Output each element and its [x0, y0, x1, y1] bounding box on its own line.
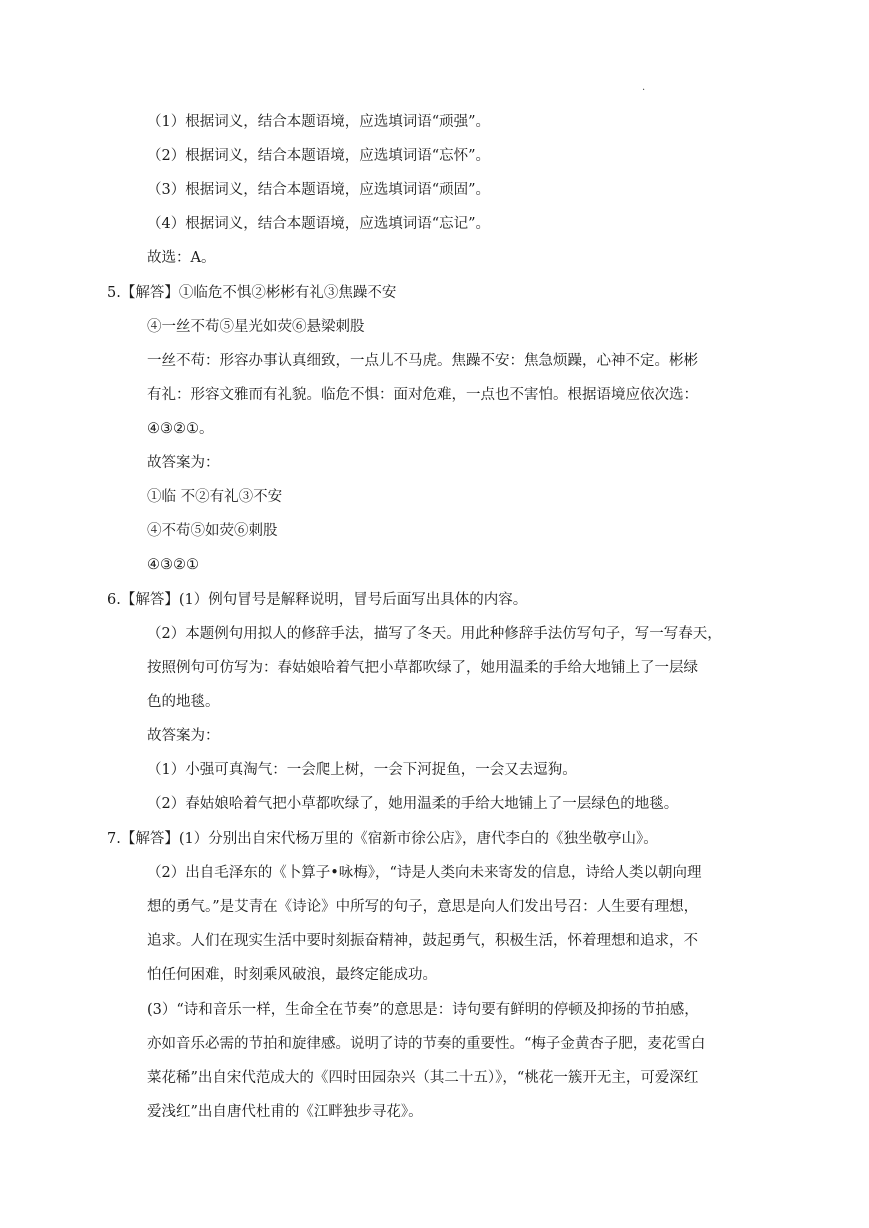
text-line: （2）春姑娘哈着气把小草都吹绿了，她用温柔的手给大地铺上了一层绿色的地毯。	[147, 796, 679, 812]
text-line: 故选：A。	[147, 250, 216, 266]
text-line: 故答案为：	[147, 455, 220, 471]
text-line: ④③②①	[147, 557, 199, 573]
text-line: 色的地毯。	[147, 694, 220, 710]
answer-7-heading: 7.【解答】(1）分别出自宋代杨万里的《宿新市徐公店》，唐代李白的《独坐敬亭山》。	[107, 831, 658, 847]
text-line: （2）本题例句用拟人的修辞手法，描写了冬天。用此种修辞手法仿写句子，写一写春天，	[147, 626, 722, 642]
answer-6-heading: 6.【解答】(1）例句冒号是解释说明，冒号后面写出具体的内容。	[107, 592, 528, 608]
text-line: （1）小强可真淘气：一会爬上树，一会下河捉鱼，一会又去逗狗。	[147, 762, 577, 778]
text-line: 菜花稀”出自宋代范成大的《四时田园杂兴（其二十五）》，“桃花一簇开无主，可爱深红	[147, 1070, 699, 1086]
corner-mark: .	[642, 82, 646, 93]
text-line: 亦如音乐必需的节拍和旋律感。说明了诗的节奏的重要性。“梅子金黄杏子肥，麦花雪白	[147, 1036, 706, 1052]
text-line: （4）根据词义，结合本题语境，应选填词语“忘记”。	[147, 216, 491, 232]
text-line: 怕任何困难，时刻乘风破浪，最终定能成功。	[147, 967, 437, 983]
text-line: 爱浅红”出自唐代杜甫的《江畔独步寻花》。	[147, 1104, 423, 1120]
text-line: ④不苟⑤如荧⑥刺股	[147, 523, 278, 539]
text-line: （2）根据词义，结合本题语境，应选填词语“忘怀”。	[147, 148, 491, 164]
text-line: ①临 不②有礼③不安	[147, 489, 283, 505]
text-line: ④一丝不苟⑤星光如荧⑥悬梁刺股	[147, 319, 365, 335]
text-line: 想的勇气。”是艾青在《诗论》中所写的句子，意思是向人们发出号召：人生要有理想，	[147, 899, 699, 915]
text-line: 有礼：形容文雅而有礼貌。临危不惧：面对危难，一点也不害怕。根据语境应依次选：	[147, 387, 698, 403]
text-line: (3）“诗和音乐一样，生命全在节奏”的意思是：诗句要有鲜明的停顿及抑扬的节拍感，	[147, 1002, 699, 1018]
text-line: 一丝不苟：形容办事认真细致，一点儿不马虎。焦躁不安：焦急烦躁，心神不定。彬彬	[147, 353, 698, 369]
text-line: （3）根据词义，结合本题语境，应选填词语“顽固”。	[147, 182, 491, 198]
text-line: （2）出自毛泽东的《卜算子•咏梅》，“诗是人类向未来寄发的信息，诗给人类以朝向理	[147, 865, 702, 881]
text-line: 按照例句可仿写为：春姑娘哈着气把小草都吹绿了，她用温柔的手给大地铺上了一层绿	[147, 660, 698, 676]
text-line: 追求。人们在现实生活中要时刻振奋精神，鼓起勇气，积极生活，怀着理想和追求，不	[147, 933, 698, 949]
text-line: 故答案为：	[147, 728, 220, 744]
text-line: ④③②①。	[147, 421, 214, 437]
text-line: （1）根据词义，结合本题语境，应选填词语“顽强”。	[147, 114, 491, 130]
answer-5-heading: 5.【解答】①临危不惧②彬彬有礼③焦躁不安	[107, 285, 397, 301]
